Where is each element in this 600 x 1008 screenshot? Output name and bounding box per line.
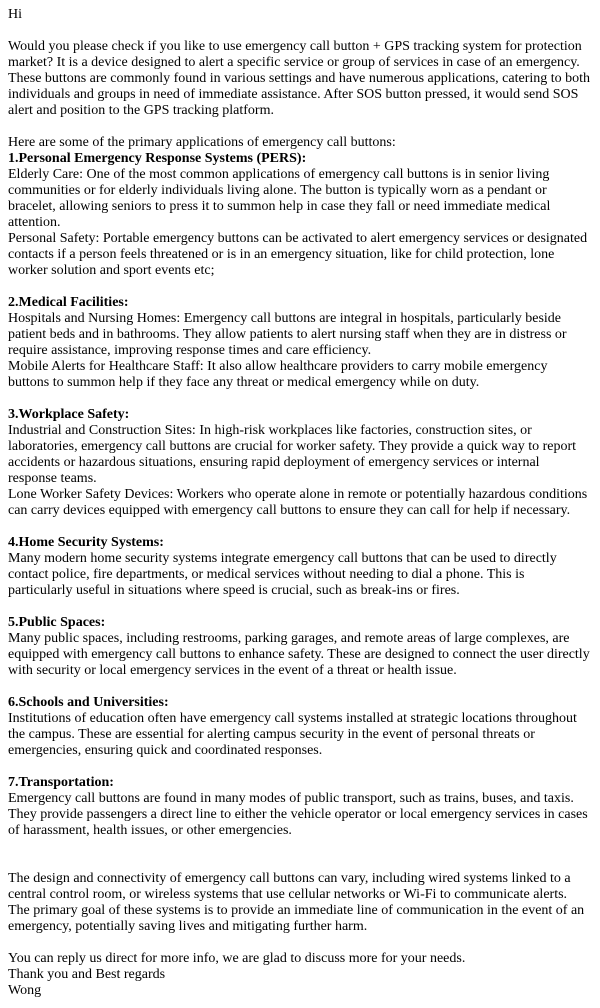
spacer (8, 855, 592, 871)
section-heading: 4.Home Security Systems: (8, 535, 164, 550)
spacer (8, 391, 592, 407)
spacer (8, 839, 592, 855)
intro-paragraph: Would you please check if you like to use emergency call button + GPS tracking system for protection market? It is a device designed to alert a specific service or group of services in case of an emergency. These buttons are commonly found in various settings and have numerous applications, catering to both individuals and groups in need of immediate assistance. After SOS button pressed, it would send SOS alert and position to the GPS tracking platform. (8, 39, 591, 118)
spacer (8, 679, 592, 695)
spacer (8, 119, 592, 135)
section-heading: 1.Personal Emergency Response Systems (PERS): (8, 151, 307, 166)
section-transportation (8, 775, 592, 839)
greeting: Hi (8, 7, 22, 22)
section-paragraph: Elderly Care: One of the most common applications of emergency call buttons is in senior living communities or for elderly individuals living alone. The button is typically worn as a pendant or bracelet, allowing seniors to press it to summon help in case they fall or need immediate medical attention. (8, 167, 551, 230)
section-heading: 2.Medical Facilities: (8, 295, 129, 310)
section-schools (8, 695, 592, 759)
spacer (8, 759, 592, 775)
signature: Wong (8, 983, 42, 998)
section-paragraph: Mobile Alerts for Healthcare Staff: It also allow healthcare providers to carry mobile emergency buttons to summon help if they face any threat or medical emergency while on duty. (8, 359, 548, 390)
section-paragraph: Institutions of education often have emergency call systems installed at strategic locations throughout the campus. These are essential for alerting campus security in the event of personal threats or emergencies, ensuring quick and coordinated responses. (8, 711, 577, 758)
spacer (8, 279, 592, 295)
section-heading: 6.Schools and Universities: (8, 695, 169, 710)
section-paragraph: Personal Safety: Portable emergency buttons can be activated to alert emergency services or designated contacts if a person feels threatened or is in an emergency situation, like for child protection, lone worker solution and sport events etc; (8, 231, 588, 278)
section-home-security (8, 535, 592, 599)
section-workplace (8, 407, 592, 519)
applications-lead: Here are some of the primary applications of emergency call buttons: (8, 135, 396, 150)
section-pers (8, 151, 592, 279)
closing-line: You can reply us direct for more info, we are glad to discuss more for your needs. (8, 951, 466, 966)
spacer (8, 935, 592, 951)
spacer (8, 519, 592, 535)
signoff: Thank you and Best regards (8, 967, 166, 982)
section-medical (8, 295, 592, 391)
section-heading: 7.Transportation: (8, 775, 114, 790)
spacer (8, 599, 592, 615)
section-paragraph: Emergency call buttons are found in many modes of public transport, such as trains, buses, and taxis. They provide passengers a direct line to either the vehicle operator or local emergency services in cases of harassment, health issues, or other emergencies. (8, 791, 588, 838)
section-heading: 3.Workplace Safety: (8, 407, 130, 422)
section-paragraph: Many modern home security systems integrate emergency call buttons that can be used to directly contact police, fire departments, or medical services without needing to dial a phone. This is particularly useful in situations where speed is crucial, such as break-ins or fires. (8, 551, 557, 598)
section-paragraph: Industrial and Construction Sites: In high-risk workplaces like factories, construction sites, or laboratories, emergency call buttons are crucial for worker safety. They provide a quick way to report accidents or hazardous situations, ensuring rapid deployment of emergency services or internal response teams. (8, 423, 577, 486)
section-paragraph: Many public spaces, including restrooms, parking garages, and remote areas of large complexes, are equipped with emergency call buttons to enhance safety. These are designed to connect the user directly with security or local emergency services in the event of a threat or health issue. (8, 631, 590, 678)
conclusion-paragraph: The design and connectivity of emergency call buttons can vary, including wired systems linked to a central control room, or wireless systems that use cellular networks or Wi-Fi to communicate alerts. The primary goal of these systems is to provide an immediate line of communication in the event of an emergency, potentially saving lives and mitigating further harm. (8, 871, 585, 934)
section-heading: 5.Public Spaces: (8, 615, 106, 630)
spacer (8, 23, 592, 39)
section-paragraph: Lone Worker Safety Devices: Workers who operate alone in remote or potentially hazardous conditions can carry devices equipped with emergency call buttons to ensure they can call for help if necessary. (8, 487, 588, 518)
section-public-spaces (8, 615, 592, 679)
section-paragraph: Hospitals and Nursing Homes: Emergency call buttons are integral in hospitals, particularly beside patient beds and in bathrooms. They allow patients to alert nursing staff when they are in distress or require assistance, improving response times and care efficiency. (8, 311, 567, 358)
